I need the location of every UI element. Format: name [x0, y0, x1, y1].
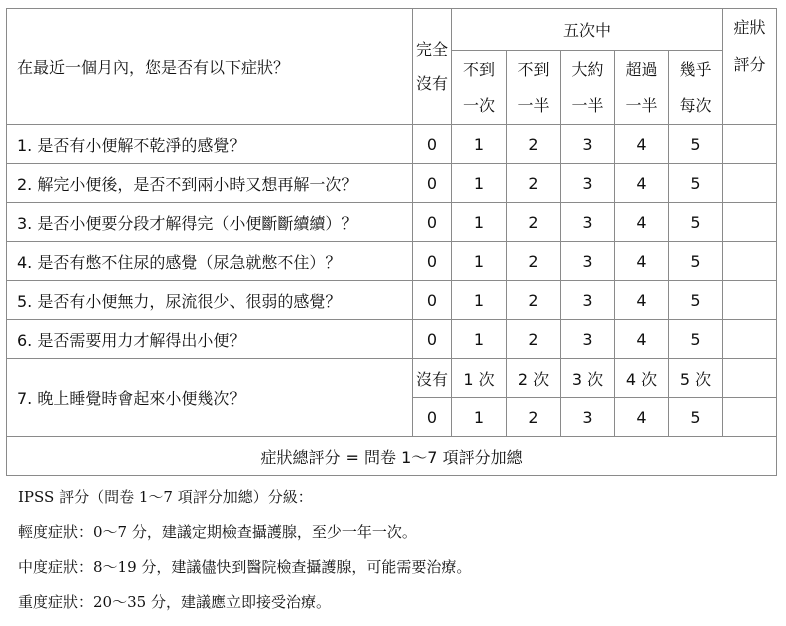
grading-mild: 輕度症狀：0～7 分，建議定期檢查攝護腺，至少一年一次。	[18, 523, 417, 541]
score-option: 4	[615, 398, 669, 437]
score-option: 1	[452, 203, 507, 242]
score-option: 0	[413, 281, 452, 320]
score-option: 5	[669, 320, 723, 359]
total-score-label: 症狀總評分 = 問卷 1～7 項評分加總	[7, 437, 777, 476]
score-option: 2	[507, 242, 561, 281]
question-text: 4. 是否有憋不住尿的感覺（尿急就憋不住）？	[7, 242, 413, 281]
nocturia-label: 1 次	[452, 359, 507, 398]
nocturia-label: 2 次	[507, 359, 561, 398]
freq-header: 不到 一半	[507, 51, 561, 125]
grading-severe: 重度症狀：20～35 分，建議應立即接受治療。	[18, 593, 331, 611]
nocturia-label: 3 次	[561, 359, 615, 398]
symptom-score-cell[interactable]	[723, 125, 777, 164]
score-option: 3	[561, 125, 615, 164]
symptom-score-cell[interactable]	[723, 320, 777, 359]
score-option: 2	[507, 164, 561, 203]
score-option: 2	[507, 281, 561, 320]
freq-header: 大約 一半	[561, 51, 615, 125]
question-row	[7, 164, 777, 203]
grading-moderate: 中度症狀：8～19 分，建議儘快到醫院檢查攝護腺，可能需要治療。	[18, 558, 472, 576]
score-option: 3	[561, 398, 615, 437]
score-option: 3	[561, 242, 615, 281]
question-row	[7, 203, 777, 242]
score-option: 1	[452, 398, 507, 437]
score-option: 3	[561, 281, 615, 320]
grading-notes	[18, 480, 471, 620]
score-option: 5	[669, 242, 723, 281]
score-option: 5	[669, 398, 723, 437]
score-option: 2	[507, 203, 561, 242]
score-option: 1	[452, 320, 507, 359]
question-text: 7. 晚上睡覺時會起來小便幾次？	[7, 359, 413, 437]
score-option: 5	[669, 203, 723, 242]
score-option: 1	[452, 164, 507, 203]
score-option: 4	[615, 320, 669, 359]
symptom-score-cell[interactable]	[723, 242, 777, 281]
question-row	[7, 242, 777, 281]
score-option: 0	[413, 164, 452, 203]
score-option: 3	[561, 320, 615, 359]
question-text: 3. 是否小便要分段才解得完（小便斷斷續續）？	[7, 203, 413, 242]
question-text: 6. 是否需要用力才解得出小便？	[7, 320, 413, 359]
symptom-score-cell[interactable]	[723, 398, 777, 437]
score-header: 症狀 評分	[723, 9, 777, 125]
symptom-score-cell[interactable]	[723, 164, 777, 203]
symptom-score-cell[interactable]	[723, 359, 777, 398]
grading-title: IPSS 評分（問卷 1～7 項評分加總）分級：	[18, 488, 313, 506]
score-option: 1	[452, 281, 507, 320]
question-header: 在最近一個月內，您是否有以下症狀？	[7, 9, 413, 125]
nocturia-label: 4 次	[615, 359, 669, 398]
score-option: 4	[615, 125, 669, 164]
score-option: 1	[452, 125, 507, 164]
question-row-nocturia	[7, 359, 777, 398]
score-option: 3	[561, 203, 615, 242]
score-option: 1	[452, 242, 507, 281]
score-option: 2	[507, 125, 561, 164]
symptom-score-cell[interactable]	[723, 281, 777, 320]
score-option: 4	[615, 203, 669, 242]
question-text: 1. 是否有小便解不乾淨的感覺？	[7, 125, 413, 164]
score-option: 2	[507, 398, 561, 437]
five-times-header: 五次中	[452, 9, 723, 51]
score-option: 5	[669, 125, 723, 164]
question-text: 5. 是否有小便無力，尿流很少、很弱的感覺？	[7, 281, 413, 320]
score-option: 0	[413, 203, 452, 242]
score-option: 0	[413, 125, 452, 164]
score-option: 4	[615, 242, 669, 281]
total-score-row	[7, 437, 777, 476]
score-option: 2	[507, 320, 561, 359]
score-option: 0	[413, 242, 452, 281]
symptom-score-cell[interactable]	[723, 203, 777, 242]
freq-header: 不到 一次	[452, 51, 507, 125]
question-row	[7, 125, 777, 164]
question-row	[7, 320, 777, 359]
nocturia-label: 沒有	[413, 359, 452, 398]
nocturia-label: 5 次	[669, 359, 723, 398]
score-option: 4	[615, 164, 669, 203]
score-option: 0	[413, 398, 452, 437]
question-row	[7, 281, 777, 320]
never-header: 完全 沒有	[413, 9, 452, 125]
question-text: 2. 解完小便後，是否不到兩小時又想再解一次？	[7, 164, 413, 203]
score-option: 5	[669, 281, 723, 320]
freq-header: 幾乎 每次	[669, 51, 723, 125]
score-option: 5	[669, 164, 723, 203]
freq-header: 超過 一半	[615, 51, 669, 125]
score-option: 3	[561, 164, 615, 203]
ipss-questionnaire-table	[6, 8, 777, 476]
score-option: 0	[413, 320, 452, 359]
score-option: 4	[615, 281, 669, 320]
